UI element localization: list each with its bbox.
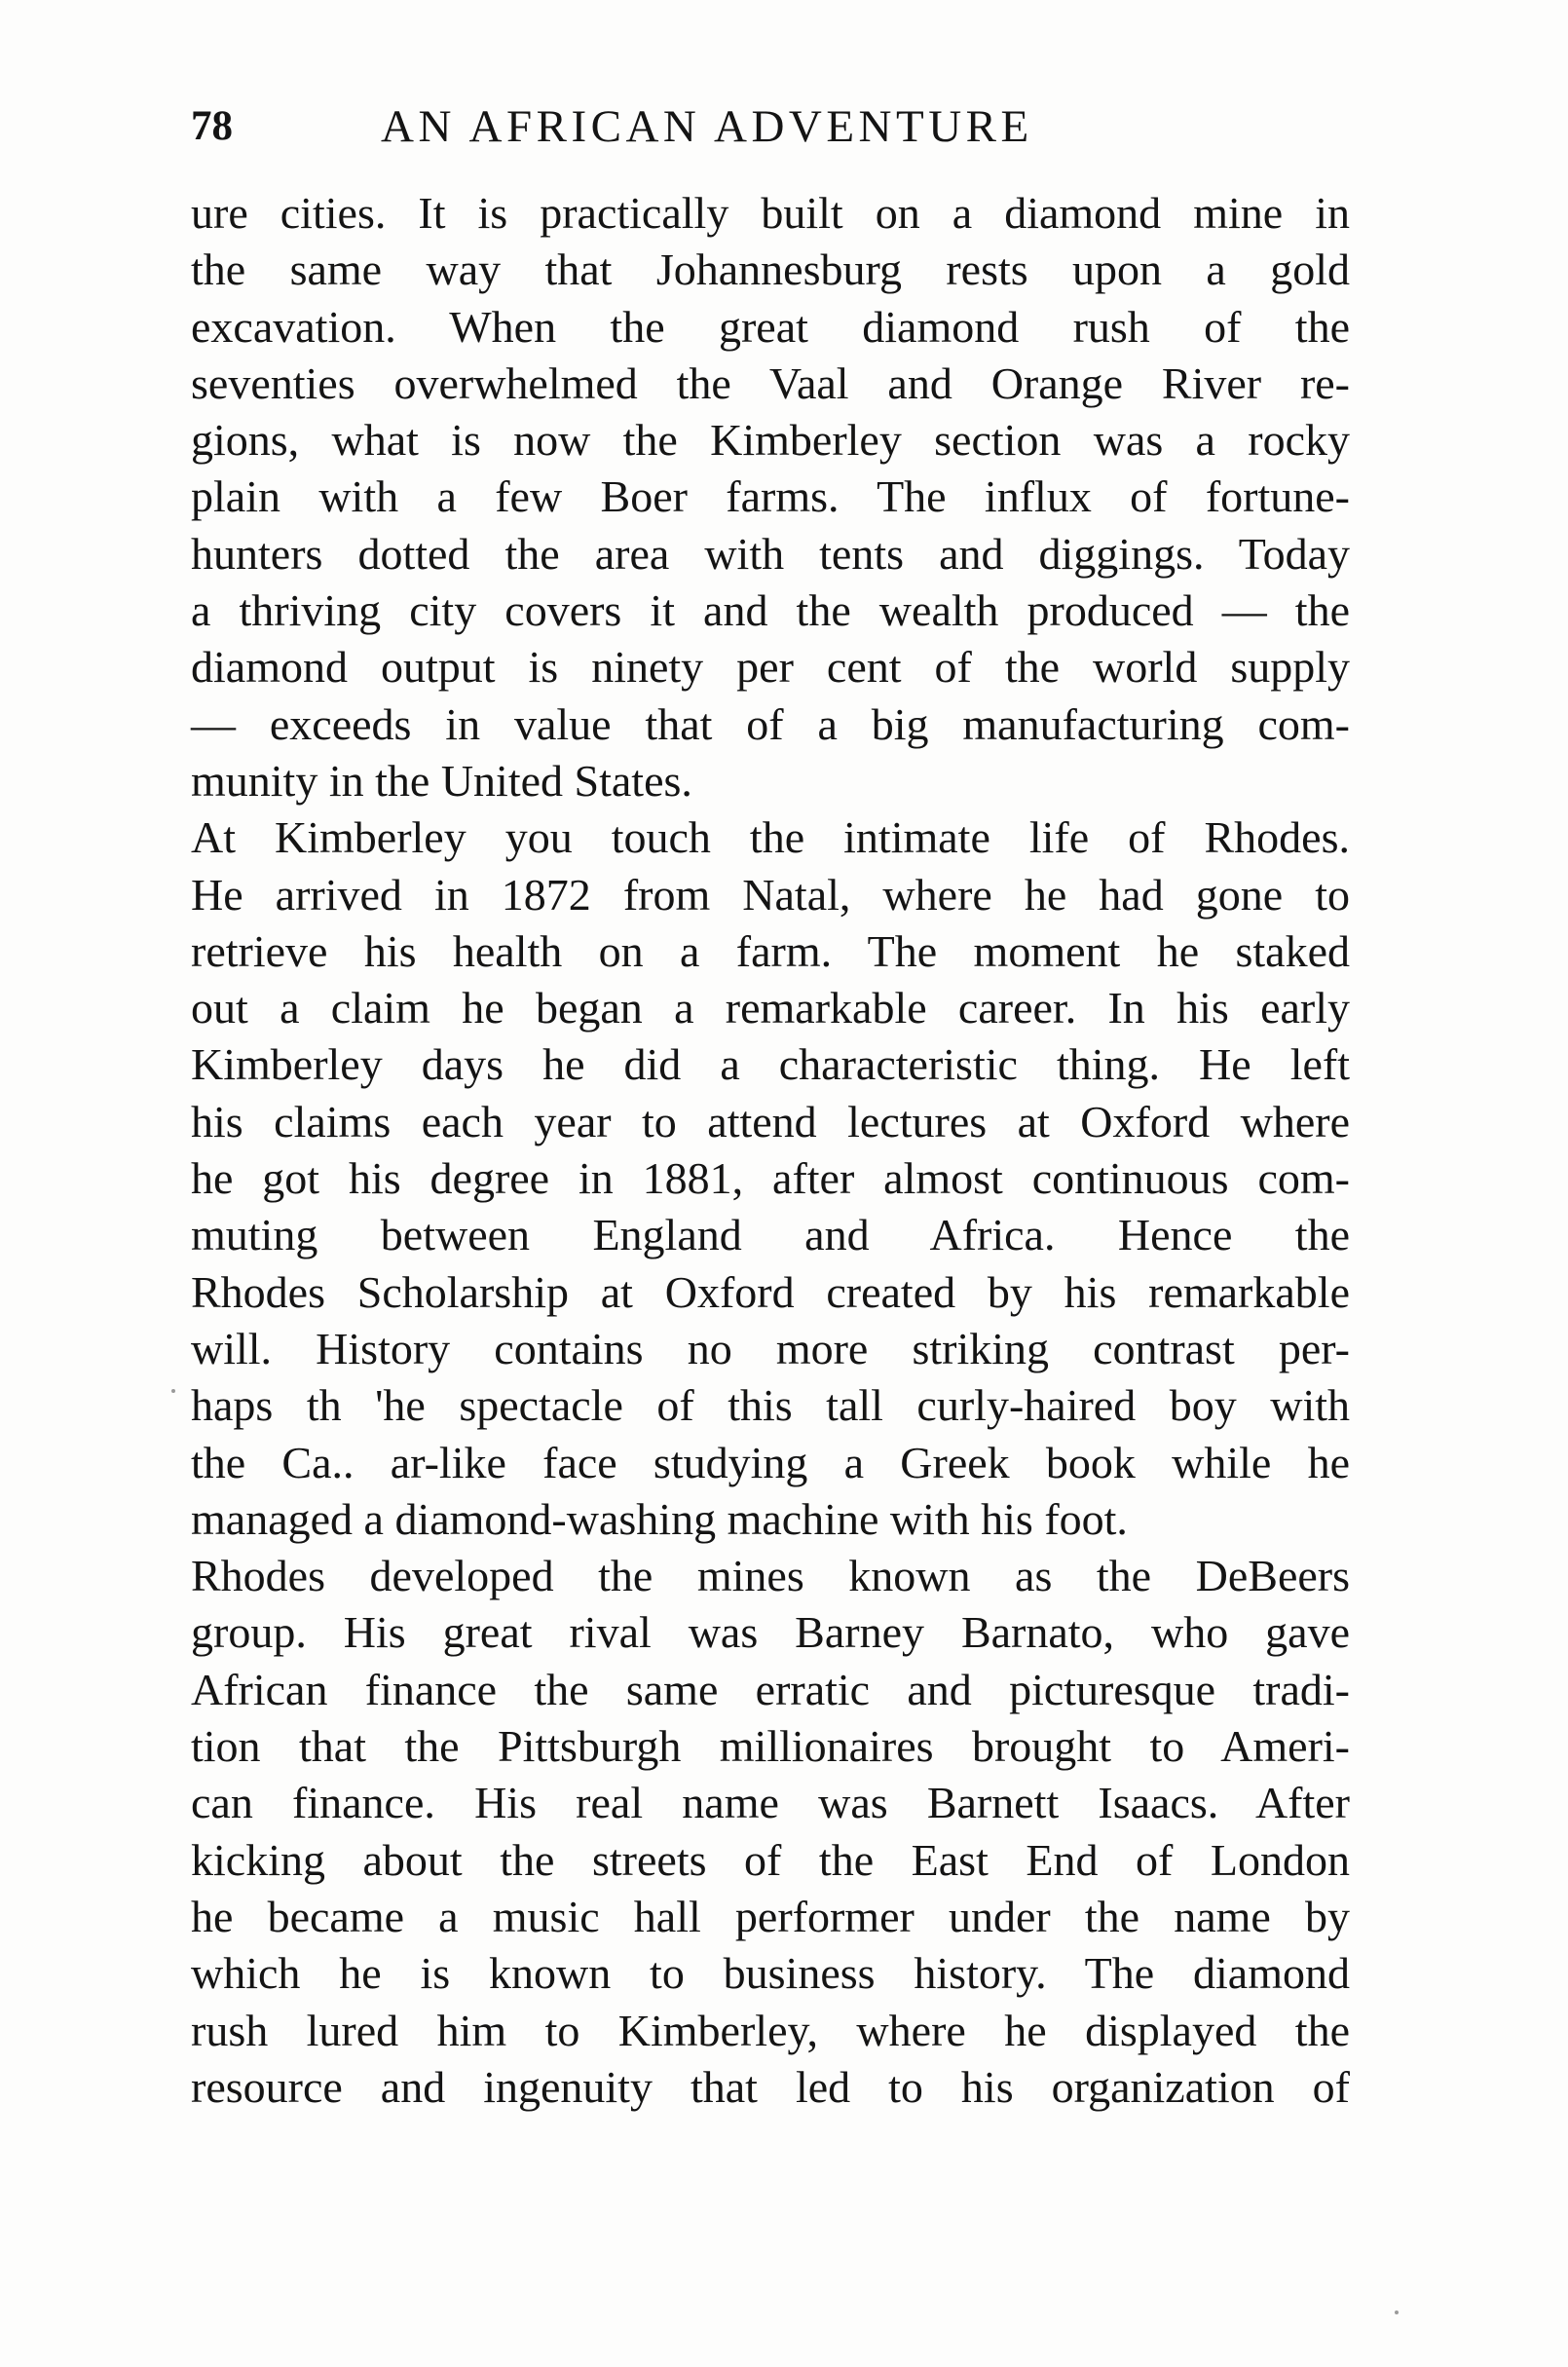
text-line: the same way that Johannesburg rests upon a gold [191, 244, 1350, 295]
text-line: Rhodes developed the mines known as the DeBeers [191, 1551, 1350, 1601]
print-speck [1395, 2311, 1399, 2314]
text-line: the Ca.. ar-like face studying a Greek book while he [191, 1437, 1350, 1487]
text-line: munity in the United States. [191, 755, 692, 806]
text-line: ure cities. It is practically built on a diamond mine in [191, 188, 1350, 238]
text-line: tion that the Pittsburgh millionaires brought to Ameri- [191, 1721, 1350, 1772]
text-line: gions, what is now the Kimberley section was a rocky [191, 415, 1350, 466]
text-line: kicking about the streets of the East End of London [191, 1834, 1350, 1885]
text-line: a thriving city covers it and the wealth produced — the [191, 585, 1350, 636]
text-line: At Kimberley you touch the intimate life of Rhodes. [191, 812, 1350, 863]
text-line: out a claim he began a remarkable career. In his early [191, 983, 1350, 1033]
text-line: rush lured him to Kimberley, where he displayed the [191, 2005, 1350, 2055]
text-line: will. History contains no more striking contrast per- [191, 1323, 1350, 1373]
text-line: retrieve his health on a farm. The moment he staked [191, 925, 1350, 976]
text-line: — exceeds in value that of a big manufacturing com- [191, 698, 1350, 749]
text-line: haps th 'he spectacle of this tall curly-haired boy with [191, 1380, 1350, 1431]
text-line: He arrived in 1872 from Natal, where he had gone to [191, 869, 1350, 920]
text-line: he got his degree in 1881, after almost continuous com- [191, 1153, 1350, 1204]
text-line: muting between England and Africa. Hence the [191, 1210, 1350, 1260]
print-speck [171, 1389, 175, 1393]
text-line: resource and ingenuity that led to his organization of [191, 2061, 1350, 2112]
text-line: managed a diamond-washing machine with his foot. [191, 1493, 1128, 1544]
text-line: diamond output is ninety per cent of the world supply [191, 642, 1350, 693]
text-line: his claims each year to attend lectures at Oxford where [191, 1096, 1350, 1146]
text-line: plain with a few Boer farms. The influx of fortune- [191, 471, 1350, 522]
text-line: which he is known to business history. The diamond [191, 1948, 1350, 1999]
text-line: Kimberley days he did a characteristic thing. He left [191, 1039, 1350, 1090]
text-line: can finance. His real name was Barnett Isaacs. After [191, 1778, 1350, 1828]
text-line: African finance the same erratic and picturesque tradi- [191, 1664, 1350, 1714]
body-text [191, 185, 1350, 2116]
running-head [191, 95, 1350, 158]
running-title: AN AFRICAN ADVENTURE [381, 101, 1033, 152]
text-line: group. His great rival was Barney Barnato, who gave [191, 1607, 1350, 1658]
text-line: seventies overwhelmed the Vaal and Orange River re- [191, 357, 1350, 408]
text-line: hunters dotted the area with tents and diggings. Today [191, 528, 1350, 579]
page-number: 78 [191, 103, 233, 149]
text-line: excavation. When the great diamond rush of the [191, 301, 1350, 352]
text-line: Rhodes Scholarship at Oxford created by his remarkable [191, 1266, 1350, 1317]
text-line: he became a music hall performer under the name by [191, 1891, 1350, 1941]
